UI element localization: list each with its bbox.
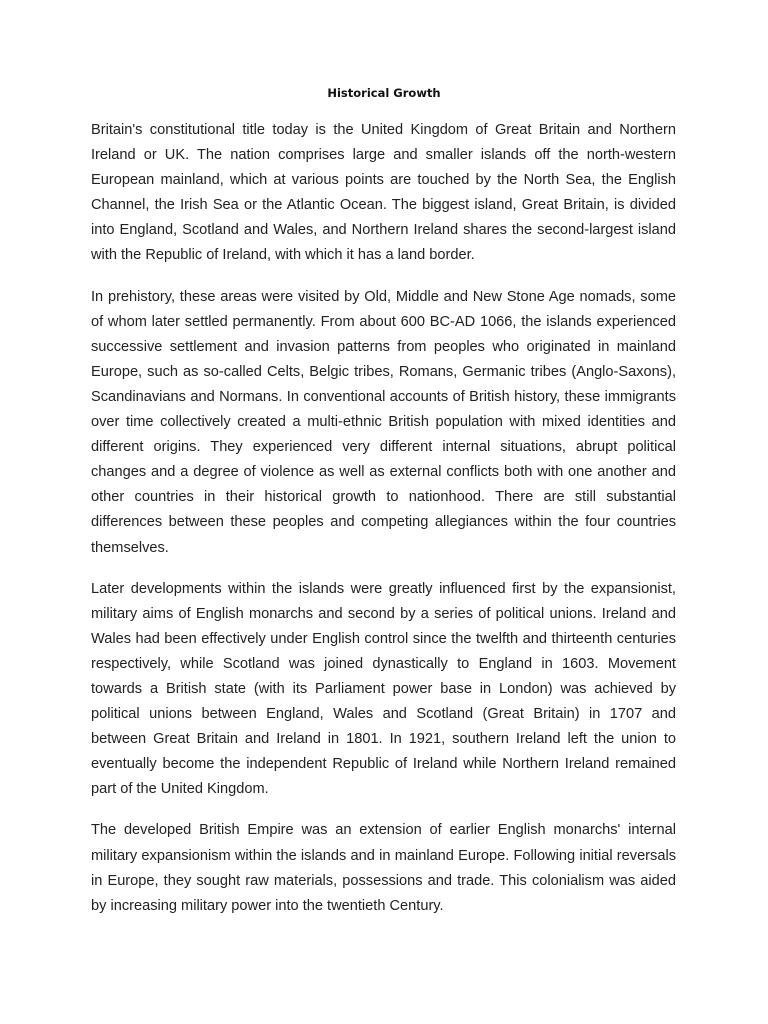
paragraph-2: In prehistory, these areas were visited by Old, Middle and New Stone Age nomads, some of whom later settled permanently. From about 600 BC-AD 1066, the islands experienced successive settlement and invasion patterns from peoples who originated in mainland Europe, such as so-called Celts, Belgic tribes, Romans, Germanic tribes (Anglo-Saxons), Scandinavians and Normans. In conventional accounts of British history, these immigrants over time collectively created a multi-ethnic British population with mixed identities and different origins. They experienced very different internal situations, abrupt political changes and a degree of violence as well as external conflicts both with one another and other countries in their historical growth to nationhood. There are still substantial differences between these peoples and competing allegiances within the four countries themselves. <box>91 288 676 556</box>
document-title: Historical Growth <box>327 86 441 100</box>
paragraph-4: The developed British Empire was an extension of earlier English monarchs' internal military expansionism within the islands and in mainland Europe. Following initial reversals in Europe, they sought raw materials, possessions and trade. This colonialism was aided by increasing military power into the twentieth Century. <box>91 822 676 914</box>
paragraph-1: Britain's constitutional title today is the United Kingdom of Great Britain and Northern Ireland or UK. The nation comprises large and smaller islands off the north-western European mainland, which at various points are touched by the North Sea, the English Channel, the Irish Sea or the Atlantic Ocean. The biggest island, Great Britain, is divided into England, Scotland and Wales, and Northern Ireland shares the second-largest island with the Republic of Ireland, with which it has a land border. <box>91 122 676 264</box>
document-body <box>91 118 676 935</box>
paragraph-3: Later developments within the islands were greatly influenced first by the expansionist, military aims of English monarchs and second by a series of political unions. Ireland and Wales had been effectively under English control since the twelfth and thirteenth centuries respectively, while Scotland was joined dynastically to England in 1603. Movement towards a British state (with its Parliament power base in London) was achieved by political unions between England, Wales and Scotland (Great Britain) in 1707 and between Great Britain and Ireland in 1801. In 1921, southern Ireland left the union to eventually become the independent Republic of Ireland while Northern Ireland remained part of the United Kingdom. <box>91 580 676 798</box>
